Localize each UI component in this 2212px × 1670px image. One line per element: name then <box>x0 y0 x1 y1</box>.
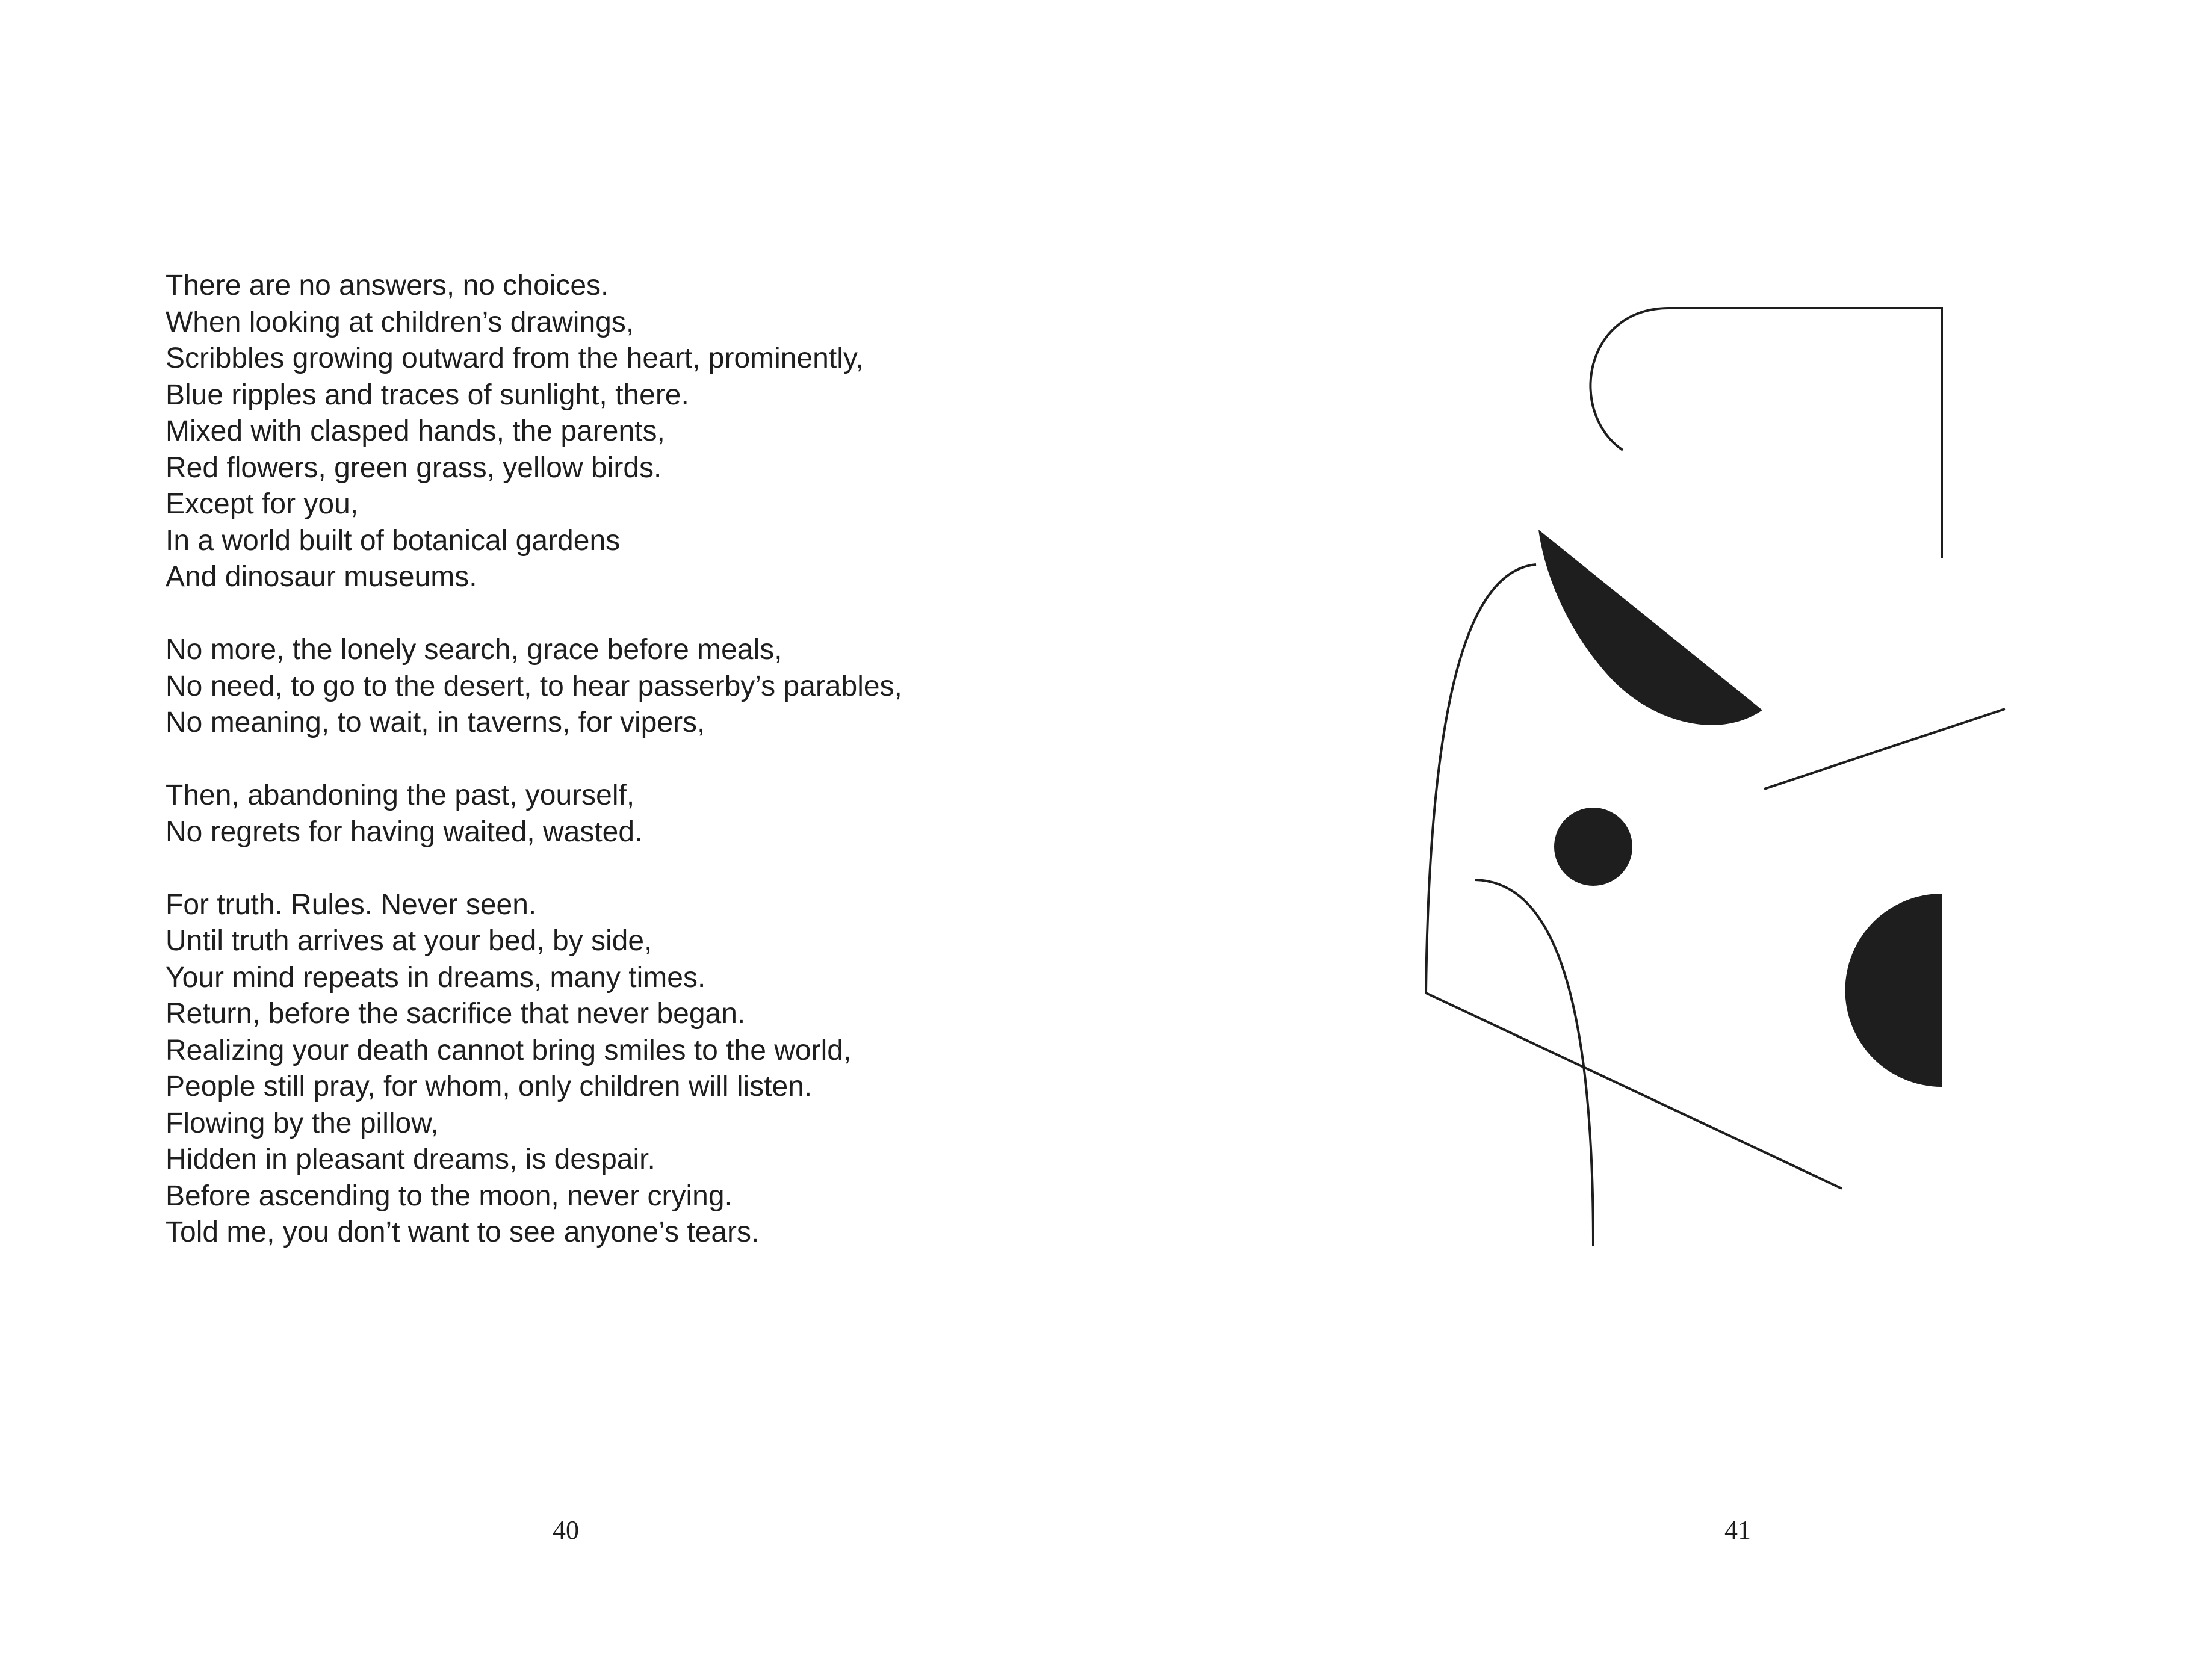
poem-line: No more, the lonely search, grace before meals, <box>166 634 782 666</box>
poem-line: There are no answers, no choices. <box>166 270 609 302</box>
poem-line: For truth. Rules. Never seen. <box>166 888 537 921</box>
poem-line: Mixed with clasped hands, the parents, <box>166 415 665 447</box>
stanza-2 <box>166 632 1068 741</box>
poem-line: And dinosaur museums. <box>166 561 477 593</box>
poem-line: Hidden in pleasant dreams, is despair. <box>166 1143 655 1175</box>
stanza-4 <box>166 887 1068 1251</box>
poem-line: Then, abandoning the past, yourself, <box>166 779 635 811</box>
stanza-3 <box>166 778 1068 850</box>
stanza-1 <box>166 268 1068 596</box>
page-number: 40 <box>553 1515 579 1545</box>
poem-line: No need, to go to the desert, to hear passerby’s parables, <box>166 670 902 702</box>
poem-line: Blue ripples and traces of sunlight, there. <box>166 379 689 411</box>
half-disc-shape <box>1845 894 1942 1087</box>
black-dot-shape <box>1554 808 1632 886</box>
poem-text <box>166 268 1068 1251</box>
poem-line: Except for you, <box>166 488 359 520</box>
poem-line: No meaning, to wait, in taverns, for vipers, <box>166 707 705 738</box>
poem-line: Before ascending to the moon, never crying. <box>166 1180 733 1212</box>
illustration-group <box>1426 308 2005 1246</box>
poem-line: Your mind repeats in dreams, many times. <box>166 961 706 994</box>
diagonal-line <box>1764 709 2005 789</box>
hook-frame-line <box>1590 308 1942 558</box>
half-moon-shape <box>1538 530 1762 725</box>
poem-line: Red flowers, green grass, yellow birds. <box>166 451 662 484</box>
poem-line: Scribbles growing outward from the heart, prominently, <box>166 342 864 374</box>
poem-line: Flowing by the pillow, <box>166 1107 439 1139</box>
poem-line: No regrets for having waited, wasted. <box>166 815 643 848</box>
poem-line: Return, before the sacrifice that never began. <box>166 998 746 1030</box>
page-number: 41 <box>1724 1515 1751 1545</box>
right-page <box>1106 0 2212 1670</box>
poem-line: Realizing your death cannot bring smiles to the world, <box>166 1034 852 1066</box>
poem-line: When looking at children’s drawings, <box>166 306 634 338</box>
abstract-illustration <box>1106 0 2212 1670</box>
poem-line: Told me, you don’t want to see anyone’s tears. <box>166 1216 760 1248</box>
poem-line: Until truth arrives at your bed, by side, <box>166 925 652 957</box>
poem-line: People still pray, for whom, only children will listen. <box>166 1071 813 1103</box>
poem-line: In a world built of botanical gardens <box>166 524 621 557</box>
